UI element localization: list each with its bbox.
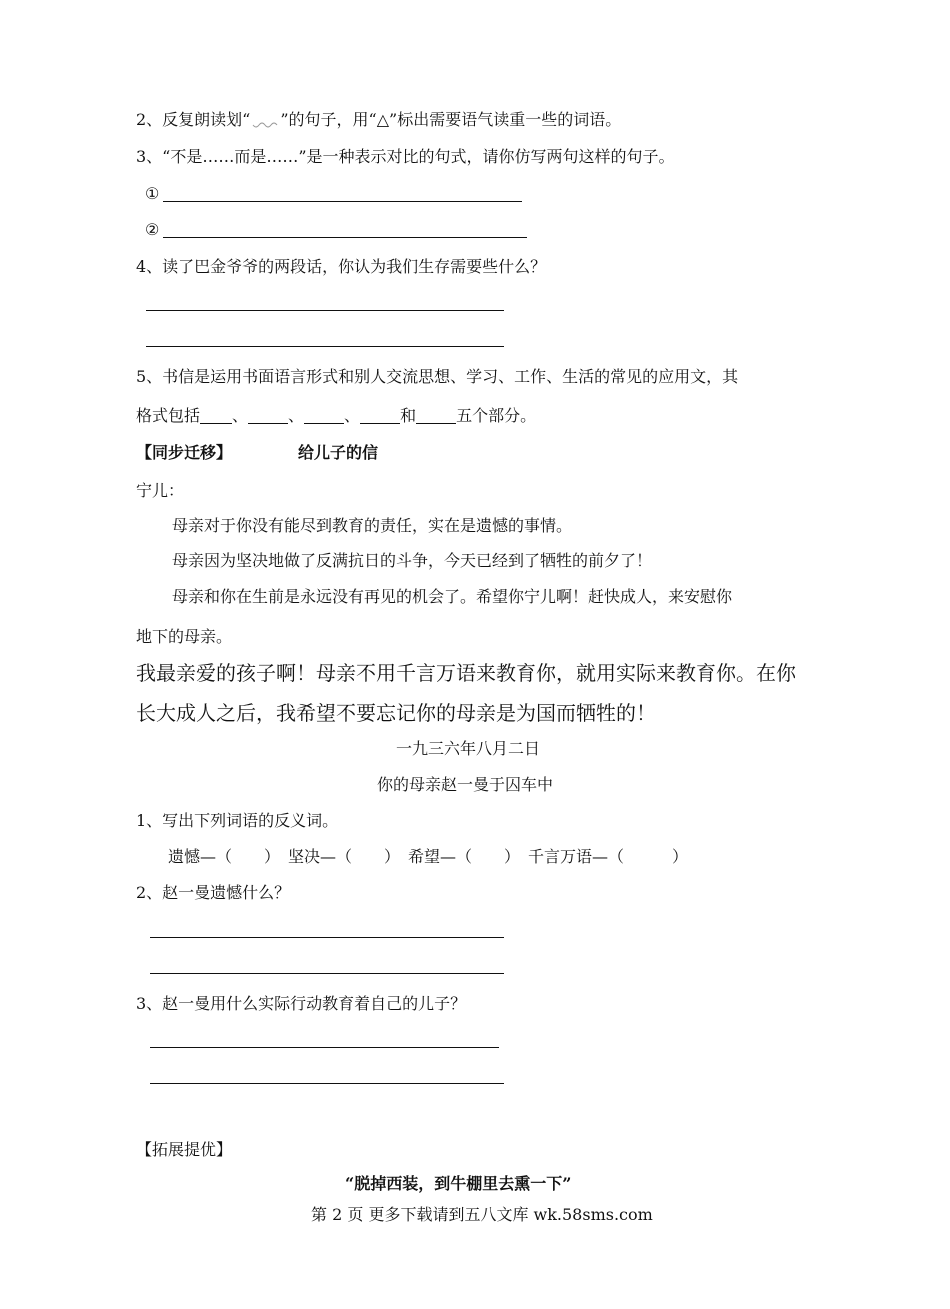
letter-salutation: 宁儿： xyxy=(136,481,185,500)
fill-blank xyxy=(416,407,456,424)
fill-blank xyxy=(360,407,400,424)
letter-title: 给儿子的信 xyxy=(298,443,379,462)
question-3: 3、“不是……而是……”是一种表示对比的句式，请你仿写两句这样的句子。 xyxy=(136,147,675,166)
separator: 、 xyxy=(344,406,361,425)
question-2-prefix: 2、反复朗读划“ xyxy=(136,110,251,129)
question-4: 4、读了巴金爷爷的两段话，你认为我们生存需要些什么？ xyxy=(136,257,547,276)
answer-line xyxy=(150,937,504,938)
letter-paragraph-3-line-2: 地下的母亲。 xyxy=(136,627,233,646)
answer-line xyxy=(163,237,527,238)
wavy-underline-icon xyxy=(250,119,280,131)
letter-paragraph-3-line-1: 母亲和你在生前是永远没有再见的机会了。希望你宁儿啊！赶快成人，来安慰你 xyxy=(172,587,733,606)
answer-line xyxy=(163,201,522,202)
page-footer: 第 2 页 更多下载请到五八文库 wk.58sms.com xyxy=(311,1205,653,1224)
separator: 、 xyxy=(288,406,305,425)
answer-line xyxy=(150,1083,504,1084)
letter-paragraph-1: 母亲对于你没有能尽到教育的责任，实在是遗憾的事情。 xyxy=(172,516,573,535)
answer-line xyxy=(146,310,504,311)
extend-title: “脱掉西装，到牛棚里去熏一下” xyxy=(345,1174,572,1193)
fill-blank xyxy=(200,407,232,424)
answer-line xyxy=(146,346,504,347)
question-5-line-2 xyxy=(136,405,536,427)
section-label-extend: 【拓展提优】 xyxy=(136,1140,233,1159)
letter-paragraph-2: 母亲因为坚决地做了反满抗日的斗争，今天已经到了牺牲的前夕了！ xyxy=(172,551,653,570)
conjunction: 和 xyxy=(400,406,417,425)
fill-blank xyxy=(248,407,288,424)
exercise-2: 2、赵一曼遗憾什么？ xyxy=(136,883,291,902)
answer-mark-1: ① xyxy=(145,184,160,203)
question-2 xyxy=(136,109,621,131)
question-5-line-1: 5、书信是运用书面语言形式和别人交流思想、学习、工作、生活的常见的应用文，其 xyxy=(136,367,739,386)
answer-mark-2: ② xyxy=(145,220,160,239)
letter-paragraph-4-line-1: 我最亲爱的孩子啊！母亲不用千言万语来教育你，就用实际来教育你。在你 xyxy=(136,661,796,685)
exercise-1: 1、写出下列词语的反义词。 xyxy=(136,811,339,830)
answer-line xyxy=(150,973,504,974)
letter-signature: 你的母亲赵一曼于囚车中 xyxy=(377,775,554,794)
letter-paragraph-4-line-2: 长大成人之后，我希望不要忘记你的母亲是为国而牺牲的！ xyxy=(136,701,656,725)
fill-blank xyxy=(304,407,344,424)
question-5-lead: 格式包括 xyxy=(136,406,201,425)
answer-line xyxy=(150,1047,499,1048)
separator: 、 xyxy=(232,406,249,425)
section-label-sync: 【同步迁移】 xyxy=(136,443,233,462)
exercise-3: 3、赵一曼用什么实际行动教育着自己的儿子？ xyxy=(136,994,467,1013)
antonym-items: 遗憾—（ ） 坚决—（ ） 希望—（ ） 千言万语—（ ） xyxy=(168,847,689,866)
question-2-suffix: ”的句子，用“△”标出需要语气读重一些的词语。 xyxy=(280,110,622,129)
letter-date: 一九三六年八月二日 xyxy=(396,739,541,758)
question-5-end: 五个部分。 xyxy=(456,406,537,425)
